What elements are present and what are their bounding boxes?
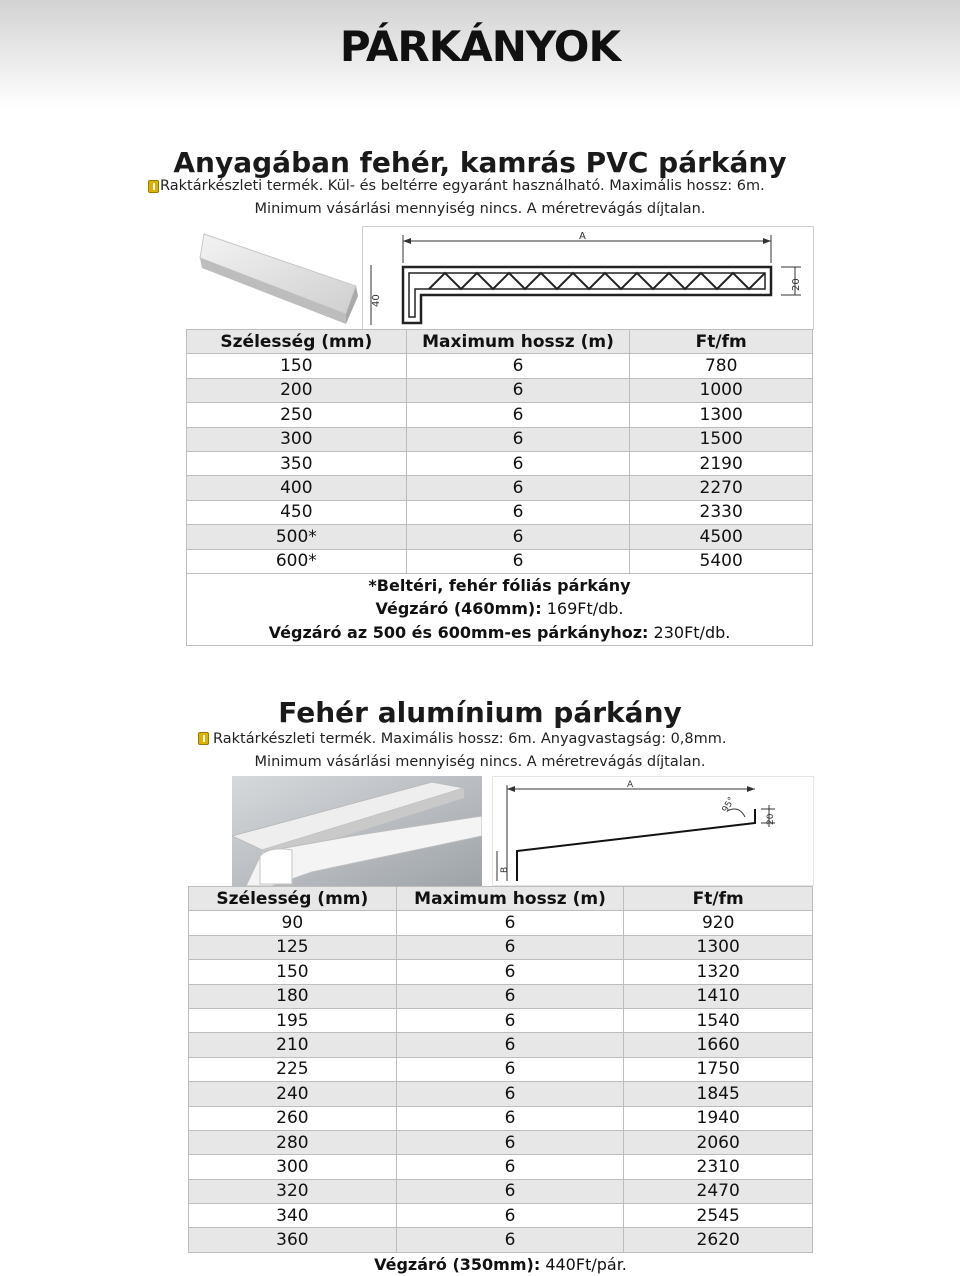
drawing-label-20: 20	[791, 278, 802, 291]
header-width: Szélesség (mm)	[187, 330, 407, 354]
cell-price: 1300	[630, 403, 813, 427]
cell-price: 1320	[624, 960, 813, 984]
cell-max-length: 6	[406, 549, 630, 573]
cell-width: 450	[187, 500, 407, 524]
cell-max-length: 6	[396, 1106, 624, 1130]
table-row	[189, 1057, 813, 1081]
cell-price: 1845	[624, 1082, 813, 1106]
table-row	[189, 1008, 813, 1032]
table-row	[187, 500, 813, 524]
cell-price: 5400	[630, 549, 813, 573]
cell-price: 2060	[624, 1130, 813, 1154]
table-note-row	[187, 597, 813, 621]
cell-width: 225	[189, 1057, 397, 1081]
cell-max-length: 6	[396, 1008, 624, 1032]
pvc-endcap-price: 169Ft/db.	[541, 599, 624, 619]
cell-price: 1500	[630, 427, 813, 451]
table-row	[189, 935, 813, 959]
pvc-note-indoor: *Beltéri, fehér fóliás párkány	[368, 575, 631, 595]
cell-max-length: 6	[406, 476, 630, 500]
header-width: Szélesség (mm)	[189, 887, 397, 911]
table-header-row	[189, 887, 813, 911]
pvc-endcap-label: Végzáró (460mm):	[375, 599, 542, 619]
header-max-length: Maximum hossz (m)	[396, 887, 624, 911]
cell-max-length: 6	[396, 1033, 624, 1057]
table-row	[187, 549, 813, 573]
table-row	[189, 1228, 813, 1252]
alu-endcap-price: 440Ft/pár.	[540, 1254, 627, 1274]
cell-width: 200	[187, 378, 407, 402]
cell-max-length: 6	[406, 403, 630, 427]
page-title: PÁRKÁNYOK	[339, 22, 621, 71]
alu-profile-drawing	[492, 776, 814, 886]
table-row	[189, 1106, 813, 1130]
table-row	[187, 476, 813, 500]
cell-max-length: 6	[396, 911, 624, 935]
cell-max-length: 6	[396, 1082, 624, 1106]
cell-max-length: 6	[396, 1228, 624, 1252]
cell-width: 250	[187, 403, 407, 427]
alu-endcap-label: Végzáró (350mm):	[374, 1254, 541, 1274]
alu-section-title: Fehér alumínium párkány	[278, 696, 682, 729]
cell-width: 150	[187, 354, 407, 378]
cell-width: 180	[189, 984, 397, 1008]
table-row	[189, 960, 813, 984]
cell-price: 2190	[630, 451, 813, 475]
cell-max-length: 6	[406, 451, 630, 475]
cell-price: 1000	[630, 378, 813, 402]
cell-width: 300	[187, 427, 407, 451]
table-note-row	[189, 1252, 813, 1276]
cell-width: 300	[189, 1155, 397, 1179]
cell-max-length: 6	[396, 1057, 624, 1081]
pvc-endcap-large-price: 230Ft/db.	[648, 623, 731, 643]
cell-width: 360	[189, 1228, 397, 1252]
cell-max-length: 6	[396, 935, 624, 959]
header-max-length: Maximum hossz (m)	[406, 330, 630, 354]
info-icon	[198, 732, 209, 745]
table-row	[189, 1204, 813, 1228]
table-row	[189, 984, 813, 1008]
cell-price: 1660	[624, 1033, 813, 1057]
alu-sill-photo	[232, 776, 482, 886]
drawing-label-a: A	[627, 780, 634, 790]
pvc-endcap-large-label: Végzáró az 500 és 600mm-es párkányhoz:	[268, 623, 649, 643]
cell-price: 1750	[624, 1057, 813, 1081]
cell-max-length: 6	[406, 427, 630, 451]
drawing-label-b: B	[500, 866, 510, 873]
drawing-label-angle: 95°	[720, 795, 738, 815]
cell-price: 2330	[630, 500, 813, 524]
cell-width: 240	[189, 1082, 397, 1106]
drawing-label-20: 20	[766, 813, 776, 825]
cell-width: 350	[187, 451, 407, 475]
cell-width: 210	[189, 1033, 397, 1057]
cell-max-length: 6	[406, 354, 630, 378]
drawing-label-a: A	[579, 231, 586, 242]
cell-max-length: 6	[396, 1204, 624, 1228]
cell-price: 2545	[624, 1204, 813, 1228]
cell-width: 125	[189, 935, 397, 959]
cell-width: 340	[189, 1204, 397, 1228]
table-row	[189, 911, 813, 935]
cell-price: 2620	[624, 1228, 813, 1252]
info-icon	[148, 180, 159, 193]
pvc-profile-drawing	[362, 226, 814, 330]
cell-max-length: 6	[396, 960, 624, 984]
table-row	[187, 427, 813, 451]
pvc-sill-photo	[196, 226, 362, 334]
table-row	[189, 1082, 813, 1106]
drawing-label-40: 40	[371, 294, 382, 307]
cell-max-length: 6	[396, 1179, 624, 1203]
table-row	[189, 1179, 813, 1203]
cell-width: 400	[187, 476, 407, 500]
pvc-price-table	[186, 329, 813, 646]
cell-width: 280	[189, 1130, 397, 1154]
cell-price: 2270	[630, 476, 813, 500]
cell-max-length: 6	[396, 1155, 624, 1179]
cell-width: 260	[189, 1106, 397, 1130]
cell-price: 1940	[624, 1106, 813, 1130]
cell-width: 150	[189, 960, 397, 984]
pvc-info-line-1: Raktárkészleti termék. Kül- és beltérre egyaránt használható. Maximális hossz: 6m.	[160, 178, 765, 194]
table-row	[187, 403, 813, 427]
table-row	[187, 525, 813, 549]
cell-price: 780	[630, 354, 813, 378]
table-row	[187, 354, 813, 378]
cell-price: 2310	[624, 1155, 813, 1179]
cell-max-length: 6	[406, 525, 630, 549]
cell-price: 1300	[624, 935, 813, 959]
cell-price: 1540	[624, 1008, 813, 1032]
table-note-row	[187, 573, 813, 597]
header-price: Ft/fm	[630, 330, 813, 354]
table-row	[187, 451, 813, 475]
table-row	[189, 1155, 813, 1179]
alu-price-table	[188, 886, 813, 1276]
cell-width: 600*	[187, 549, 407, 573]
cell-max-length: 6	[406, 500, 630, 524]
cell-max-length: 6	[396, 984, 624, 1008]
alu-info-line-1: Raktárkészleti termék. Maximális hossz: 6m. Anyagvastagság: 0,8mm.	[213, 731, 727, 747]
cell-width: 320	[189, 1179, 397, 1203]
pvc-section-title: Anyagában fehér, kamrás PVC párkány	[173, 146, 787, 179]
cell-width: 500*	[187, 525, 407, 549]
cell-price: 2470	[624, 1179, 813, 1203]
pvc-info-line-2: Minimum vásárlási mennyiség nincs. A méretrevágás díjtalan.	[254, 201, 706, 217]
header-price: Ft/fm	[624, 887, 813, 911]
table-header-row	[187, 330, 813, 354]
cell-price: 4500	[630, 525, 813, 549]
cell-max-length: 6	[396, 1130, 624, 1154]
alu-info-line-2: Minimum vásárlási mennyiség nincs. A méretrevágás díjtalan.	[254, 754, 706, 770]
cell-width: 195	[189, 1008, 397, 1032]
table-note-row	[187, 621, 813, 645]
cell-price: 1410	[624, 984, 813, 1008]
cell-width: 90	[189, 911, 397, 935]
table-row	[187, 378, 813, 402]
cell-price: 920	[624, 911, 813, 935]
cell-max-length: 6	[406, 378, 630, 402]
table-row	[189, 1130, 813, 1154]
table-row	[189, 1033, 813, 1057]
